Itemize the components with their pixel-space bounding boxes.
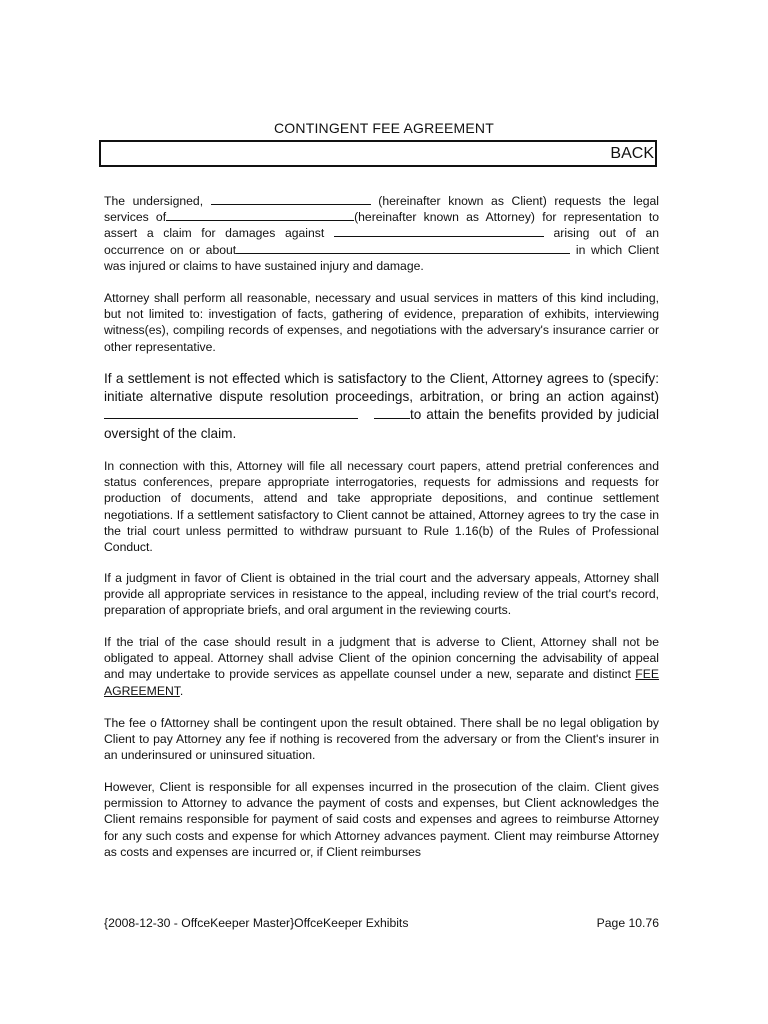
p1-text-a: The undersigned, <box>104 194 204 208</box>
p6-text: If the trial of the case should result in a judgment that is adverse to Client, Attorney shall not be obligated to appeal. Attorney shall advise Client of the opinion concerning the advisability of appeal and may undertake to provide services as appellate counsel under a new, separate and distinct <box>104 635 659 682</box>
client-name-field[interactable] <box>211 193 371 205</box>
paragraph-parties <box>104 193 659 274</box>
paragraph-appeal-adverse <box>104 634 659 699</box>
paragraph-court-papers: In connection with this, Attorney will file all necessary court papers, attend pretrial conferences and status conferences, prepare appropriate interrogatories, requests for admissions and requests for production of documents, attend and take appropriate depositions, and continue settlement negotiations. If a settlement satisfactory to Client cannot be attained, Attorney agrees to try the case in the trial court unless permitted to withdraw pursuant to Rule 1.16(b) of the Rules of Professional Conduct. <box>104 459 659 555</box>
paragraph-appeal-favor: If a judgment in favor of Client is obtained in the trial court and the adversary appeals, Attorney shall provide all appropriate services in resistance to the appeal, including review of the trial court's record, preparation of appropriate briefs, and oral argument in the reviewing courts. <box>104 571 659 618</box>
footer-source: {2008-12-30 - OffceKeeper Master}OffceKeeper Exhibits <box>104 916 409 930</box>
back-button[interactable] <box>99 140 657 167</box>
document-title: CONTINGENT FEE AGREEMENT <box>273 120 494 136</box>
p3-text-a: If a settlement is not effected which is satisfactory to the Client, Attorney agrees to (specify: initiate alternative dispute resolution proceedings, arbitration, or bring an action against) <box>104 371 659 405</box>
p1-text-d: arising out of an occurrence on or about <box>104 226 659 257</box>
back-label: BACK <box>610 145 654 162</box>
paragraph-contingent-fee: The fee o fAttorney shall be contingent upon the result obtained. There shall be no legal obligation by Client to pay Attorney any fee if nothing is recovered from the adversary or from the Client's insurer in an underinsured or uninsured situation. <box>104 716 659 763</box>
action-specify-field-2[interactable] <box>374 407 410 419</box>
p6-end: . <box>179 683 184 698</box>
attorney-name-field[interactable] <box>166 209 354 221</box>
occurrence-date-field[interactable] <box>236 242 570 254</box>
page-footer <box>104 916 659 930</box>
footer-page-number: Page 10.76 <box>596 916 659 930</box>
p1-text-c: (hereinafter known as Attorney) for representation to assert a claim for damages against <box>104 210 659 241</box>
action-specify-field[interactable] <box>104 407 358 419</box>
adversary-field[interactable] <box>334 225 544 237</box>
p1-text-b: (hereinafter known as Client) requests the legal services of <box>104 194 659 225</box>
paragraph-expenses: However, Client is responsible for all expenses incurred in the prosecution of the claim. Client gives permission to Attorney to advance the payment of costs and expenses, but Client acknowledges the Client remains responsible for payment of said costs and expenses and agrees to reimburse Attorney for any such costs and expense for which Attorney advances payment. Client may reimburse Attorney as costs and expenses are incurred or, if Client reimburses <box>104 780 659 859</box>
p3-text-b: to attain the benefits provided by judicial oversight of the claim. <box>104 407 659 441</box>
fee-agreement-link[interactable]: FEE AGREEMENT <box>104 667 659 698</box>
p1-text-e: in which Client was injured or claims to have sustained injury and damage. <box>104 242 659 273</box>
paragraph-settlement <box>104 370 659 443</box>
paragraph-services: Attorney shall perform all reasonable, necessary and usual services in matters of this kind including, but not limited to: investigation of facts, gathering of evidence, preparation of exhibits, interviewing witness(es), compiling records of expenses, and negotiations with the adversary's insurance carrier or other representative. <box>104 291 659 354</box>
